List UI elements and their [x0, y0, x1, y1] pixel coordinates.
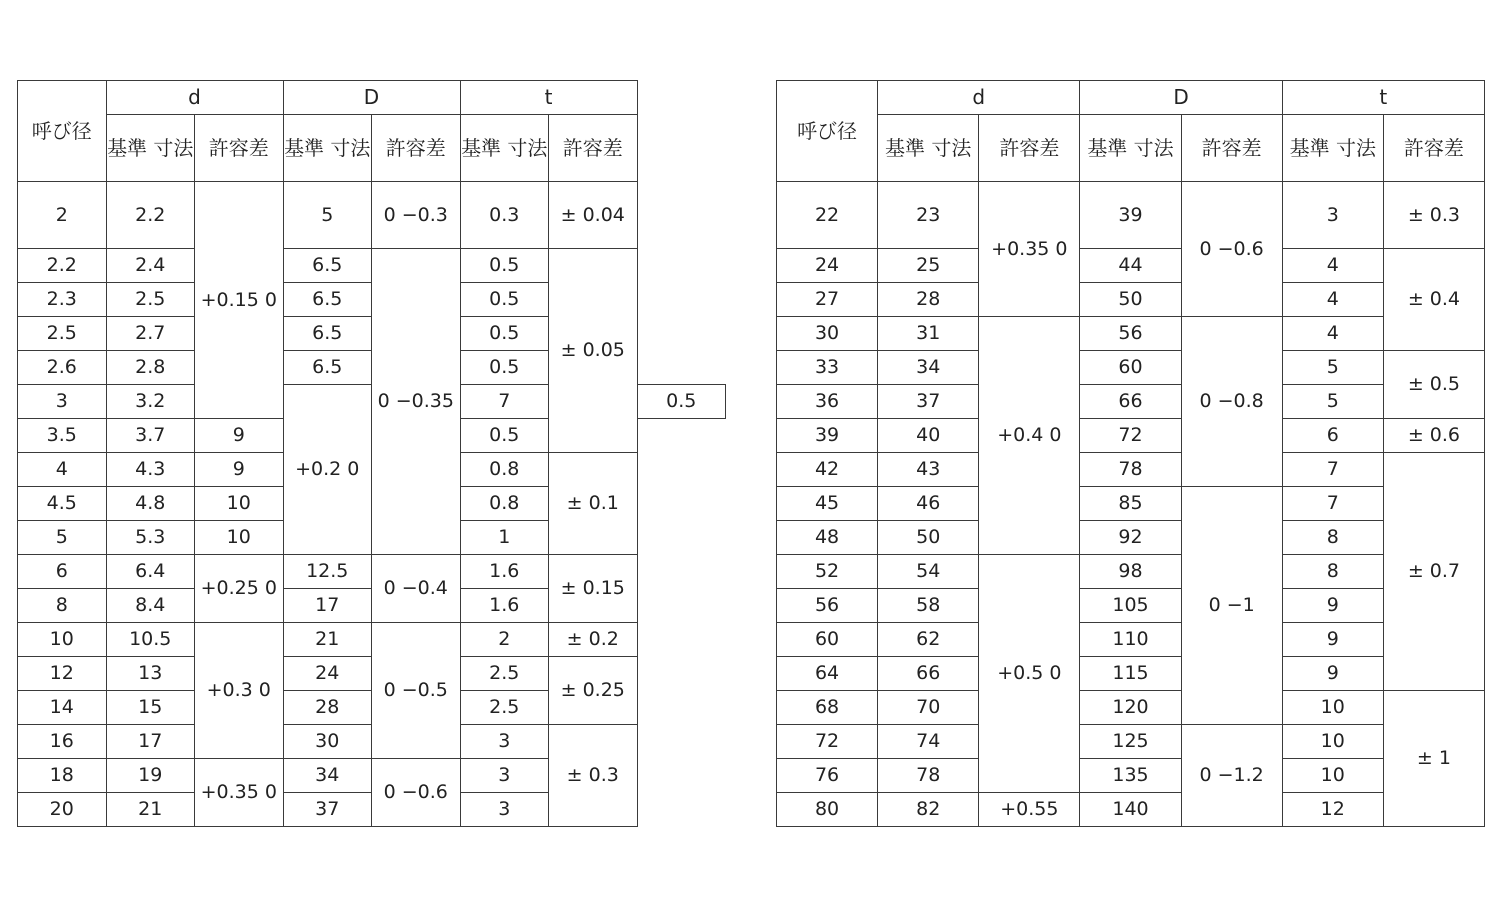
nominal-cell: 4: [18, 453, 107, 487]
d-tol-cell: +0.35 0: [979, 182, 1080, 317]
t-cell: 2.5: [460, 691, 549, 725]
d-header: d: [878, 81, 1080, 115]
t-cell: 0.8: [460, 453, 549, 487]
d-cell: 54: [878, 555, 979, 589]
t-cell: 1.6: [460, 589, 549, 623]
d-tol-cell: +0.5 0: [979, 555, 1080, 793]
nominal-cell: 30: [777, 317, 878, 351]
D-cell: 78: [1080, 453, 1181, 487]
t-cell: 0.5: [460, 317, 549, 351]
D-cell: 21: [283, 623, 372, 657]
d-cell: 2.5: [106, 283, 195, 317]
t-tol-cell: ± 0.05: [549, 249, 638, 453]
t-tol-cell: ± 0.4: [1383, 249, 1484, 351]
t-cell: 0.5: [637, 385, 726, 419]
d-cell: 37: [878, 385, 979, 419]
nominal-cell: 2.5: [18, 317, 107, 351]
t-tol-cell: ± 0.6: [1383, 419, 1484, 453]
nominal-cell: 24: [777, 249, 878, 283]
t-cell: 6: [1282, 419, 1383, 453]
D-cell: 10: [195, 487, 284, 521]
t-cell: 4: [1282, 283, 1383, 317]
d-cell: 34: [878, 351, 979, 385]
D-tol-cell: 0 −0.6: [1181, 182, 1282, 317]
d-cell: 46: [878, 487, 979, 521]
d-tol-header: 許容差: [195, 115, 284, 182]
nominal-cell: 12: [18, 657, 107, 691]
nominal-cell: 3.5: [18, 419, 107, 453]
d-cell: 74: [878, 725, 979, 759]
D-cell: 6.5: [283, 317, 372, 351]
d-cell: 43: [878, 453, 979, 487]
d-tol-cell: +0.25 0: [195, 555, 284, 623]
t-cell: 4: [1282, 317, 1383, 351]
D-cell: 120: [1080, 691, 1181, 725]
D-tol-cell: 0 −0.8: [1181, 317, 1282, 487]
D-cell: 6.5: [283, 249, 372, 283]
D-cell: 140: [1080, 793, 1181, 827]
d-cell: 31: [878, 317, 979, 351]
nominal-cell: 16: [18, 725, 107, 759]
d-cell: 17: [106, 725, 195, 759]
spec-table-left: [17, 80, 726, 827]
d-cell: 2.7: [106, 317, 195, 351]
d-cell: 66: [878, 657, 979, 691]
D-cell: 44: [1080, 249, 1181, 283]
nominal-header: 呼び径: [777, 81, 878, 182]
D-tol-cell: 0 −0.5: [372, 623, 461, 759]
d-tol-cell: +0.55: [979, 793, 1080, 827]
t-cell: 9: [1282, 657, 1383, 691]
d-cell: 62: [878, 623, 979, 657]
t-cell: 2.5: [460, 657, 549, 691]
t-tol-cell: ± 0.7: [1383, 453, 1484, 691]
nominal-cell: 18: [18, 759, 107, 793]
D-basic-header: 基準 寸法: [283, 115, 372, 182]
D-cell: 72: [1080, 419, 1181, 453]
nominal-cell: 52: [777, 555, 878, 589]
nominal-cell: 2.2: [18, 249, 107, 283]
t-tol-cell: ± 0.3: [549, 725, 638, 827]
d-cell: 2.8: [106, 351, 195, 385]
D-tol-cell: 0 −0.3: [372, 182, 461, 249]
t-cell: 3: [460, 759, 549, 793]
nominal-cell: 2.6: [18, 351, 107, 385]
t-cell: 7: [1282, 453, 1383, 487]
d-cell: 50: [878, 521, 979, 555]
nominal-cell: 36: [777, 385, 878, 419]
t-cell: 5: [1282, 351, 1383, 385]
t-cell: 10: [1282, 691, 1383, 725]
nominal-cell: 42: [777, 453, 878, 487]
d-cell: 2.2: [106, 182, 195, 249]
d-tol-cell: +0.2 0: [283, 385, 372, 555]
nominal-cell: 27: [777, 283, 878, 317]
nominal-cell: 2: [18, 182, 107, 249]
d-cell: 78: [878, 759, 979, 793]
nominal-cell: 76: [777, 759, 878, 793]
d-cell: 19: [106, 759, 195, 793]
D-cell: 9: [195, 419, 284, 453]
t-cell: 8: [1282, 555, 1383, 589]
t-tol-cell: ± 0.2: [549, 623, 638, 657]
D-cell: 24: [283, 657, 372, 691]
t-cell: 9: [1282, 589, 1383, 623]
t-cell: 0.5: [460, 283, 549, 317]
d-cell: 5.3: [106, 521, 195, 555]
d-cell: 2.4: [106, 249, 195, 283]
t-cell: 0.5: [460, 351, 549, 385]
D-cell: 28: [283, 691, 372, 725]
t-tol-cell: ± 0.5: [1383, 351, 1484, 419]
t-cell: 8: [1282, 521, 1383, 555]
nominal-cell: 22: [777, 182, 878, 249]
nominal-cell: 8: [18, 589, 107, 623]
nominal-cell: 3: [18, 385, 107, 419]
D-tol-header: 許容差: [372, 115, 461, 182]
D-cell: 85: [1080, 487, 1181, 521]
nominal-cell: 6: [18, 555, 107, 589]
d-tol-header: 許容差: [979, 115, 1080, 182]
d-basic-header: 基準 寸法: [106, 115, 195, 182]
d-cell: 3.7: [106, 419, 195, 453]
nominal-cell: 48: [777, 521, 878, 555]
D-header: D: [283, 81, 460, 115]
d-cell: 40: [878, 419, 979, 453]
t-cell: 1.6: [460, 555, 549, 589]
nominal-cell: 39: [777, 419, 878, 453]
D-cell: 30: [283, 725, 372, 759]
D-cell: 39: [1080, 182, 1181, 249]
t-tol-header: 許容差: [1383, 115, 1484, 182]
t-header: t: [1282, 81, 1484, 115]
t-tol-cell: ± 1: [1383, 691, 1484, 827]
d-tol-cell: +0.4 0: [979, 317, 1080, 555]
t-cell: 5: [1282, 385, 1383, 419]
nominal-cell: 33: [777, 351, 878, 385]
nominal-cell: 68: [777, 691, 878, 725]
d-cell: 4.8: [106, 487, 195, 521]
D-tol-header: 許容差: [1181, 115, 1282, 182]
D-cell: 110: [1080, 623, 1181, 657]
t-cell: 0.8: [460, 487, 549, 521]
t-tol-header: 許容差: [549, 115, 638, 182]
d-cell: 23: [878, 182, 979, 249]
d-cell: 15: [106, 691, 195, 725]
d-cell: 3.2: [106, 385, 195, 419]
D-tol-cell: 0 −0.4: [372, 555, 461, 623]
D-cell: 105: [1080, 589, 1181, 623]
t-cell: 0.5: [460, 419, 549, 453]
d-cell: 21: [106, 793, 195, 827]
D-cell: 125: [1080, 725, 1181, 759]
nominal-cell: 60: [777, 623, 878, 657]
d-cell: 82: [878, 793, 979, 827]
d-cell: 25: [878, 249, 979, 283]
D-cell: 6.5: [283, 283, 372, 317]
t-cell: 0.5: [460, 249, 549, 283]
t-cell: 4: [1282, 249, 1383, 283]
nominal-cell: 56: [777, 589, 878, 623]
nominal-cell: 14: [18, 691, 107, 725]
t-cell: 3: [460, 725, 549, 759]
t-cell: 1: [460, 521, 549, 555]
D-cell: 5: [283, 182, 372, 249]
D-cell: 12.5: [283, 555, 372, 589]
d-tol-cell: +0.3 0: [195, 623, 284, 759]
D-cell: 60: [1080, 351, 1181, 385]
spec-table-right: [776, 80, 1485, 827]
D-cell: 66: [1080, 385, 1181, 419]
D-cell: 115: [1080, 657, 1181, 691]
d-header: d: [106, 81, 283, 115]
t-tol-cell: ± 0.25: [549, 657, 638, 725]
nominal-header: 呼び径: [18, 81, 107, 182]
t-tol-cell: ± 0.04: [549, 182, 638, 249]
d-cell: 58: [878, 589, 979, 623]
t-tol-cell: ± 0.15: [549, 555, 638, 623]
D-cell: 6.5: [283, 351, 372, 385]
D-basic-header: 基準 寸法: [1080, 115, 1181, 182]
d-cell: 10.5: [106, 623, 195, 657]
t-cell: 0.3: [460, 182, 549, 249]
t-cell: 2: [460, 623, 549, 657]
D-cell: 9: [195, 453, 284, 487]
d-cell: 70: [878, 691, 979, 725]
t-cell: 12: [1282, 793, 1383, 827]
D-cell: 37: [283, 793, 372, 827]
D-tol-cell: 0 −0.35: [372, 249, 461, 555]
nominal-cell: 2.3: [18, 283, 107, 317]
d-tol-cell: +0.35 0: [195, 759, 284, 827]
D-cell: 98: [1080, 555, 1181, 589]
d-cell: 6.4: [106, 555, 195, 589]
t-basic-header: 基準 寸法: [1282, 115, 1383, 182]
d-cell: 4.3: [106, 453, 195, 487]
d-basic-header: 基準 寸法: [878, 115, 979, 182]
t-cell: 10: [1282, 759, 1383, 793]
D-cell: 50: [1080, 283, 1181, 317]
t-basic-header: 基準 寸法: [460, 115, 549, 182]
nominal-cell: 20: [18, 793, 107, 827]
D-cell: 17: [283, 589, 372, 623]
nominal-cell: 72: [777, 725, 878, 759]
d-cell: 13: [106, 657, 195, 691]
D-tol-cell: 0 −1.2: [1181, 725, 1282, 827]
D-cell: 92: [1080, 521, 1181, 555]
D-cell: 34: [283, 759, 372, 793]
t-cell: 7: [1282, 487, 1383, 521]
d-tol-cell: +0.15 0: [195, 182, 284, 419]
t-cell: 3: [460, 793, 549, 827]
D-header: D: [1080, 81, 1282, 115]
t-header: t: [460, 81, 637, 115]
D-tol-cell: 0 −0.6: [372, 759, 461, 827]
D-cell: 135: [1080, 759, 1181, 793]
nominal-cell: 5: [18, 521, 107, 555]
D-tol-cell: 0 −1: [1181, 487, 1282, 725]
D-cell: 56: [1080, 317, 1181, 351]
nominal-cell: 80: [777, 793, 878, 827]
D-cell: 7: [460, 385, 549, 419]
d-cell: 28: [878, 283, 979, 317]
t-tol-cell: ± 0.1: [549, 453, 638, 555]
nominal-cell: 64: [777, 657, 878, 691]
nominal-cell: 10: [18, 623, 107, 657]
D-cell: 10: [195, 521, 284, 555]
t-tol-cell: ± 0.3: [1383, 182, 1484, 249]
t-cell: 3: [1282, 182, 1383, 249]
d-cell: 8.4: [106, 589, 195, 623]
t-cell: 9: [1282, 623, 1383, 657]
t-cell: 10: [1282, 725, 1383, 759]
nominal-cell: 4.5: [18, 487, 107, 521]
nominal-cell: 45: [777, 487, 878, 521]
